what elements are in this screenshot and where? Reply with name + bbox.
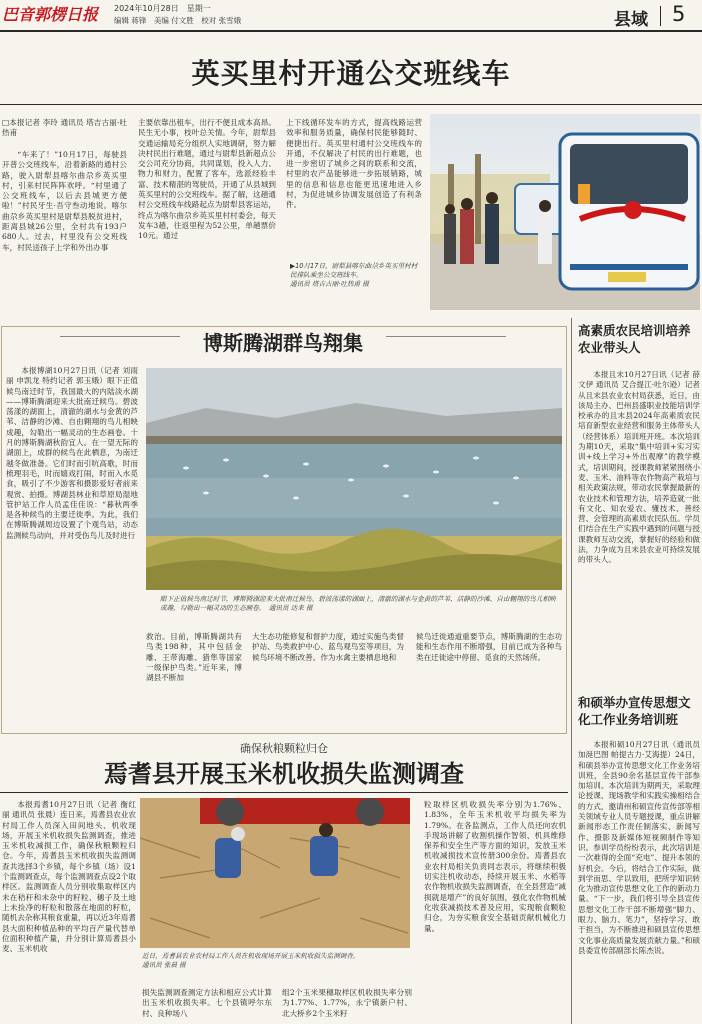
headline-birds: 博斯腾湖群鸟翔集: [203, 331, 363, 355]
article1-col3: 上下线循环发车的方式，提高线路运营效率和服务质量，确保村民能够随时、便捷出行。英买里村通村公交班线车的开通，不仅解决了村民的出行难题，也进一步密切了城乡之间的联系和交流，村里的农产品能够进一步拓展销路，城里的信息和信息也能更迅速地进入乡村，为促进城乡协调发展创造了有利条件。: [286, 118, 422, 210]
bus-photo: [430, 114, 700, 310]
article3-col3: 组2个玉米果穗取样区机收损失率分别为1.77%、1.77%，永宁镇新户村、北大桥乡2个玉米籽: [282, 988, 412, 1018]
article2-col4: 候鸟迁徙通道重要节点，博斯腾湖的生态功能和生态作用不断增强，目前已成为各种鸟类在迁徙途中停留、觅食的天然场所。: [416, 632, 562, 662]
corn-kicker: 确保秋粮颗粒归仓: [240, 742, 328, 755]
article1-byline: □本报记者 李玲 通讯员 塔吉古丽·吐热甫: [2, 118, 127, 138]
article3-col4: 粒取样区机收损失率分别为1.76%、1.83%，全年玉米机收平均损失率为1.79%。在各监测点，工作人员还向农机手现场讲解了收割机操作智领、机具维修保养和安全生产等方面的知识，发放玉米机收减损技术宣传册300余份。焉耆县农业农村局相关负责同志表示，将继续积极切实注机收动态，持续开展玉米、水稻等农作物机收损失监测调查，在全县营造“减损就是增产”的良好氛围，强化农作物机械化收获减损技术普及应用，实现粮食颗粒归仓，为夯实粮食安全基础贡献机械化力量。: [424, 800, 566, 933]
section-label: 县域: [614, 10, 648, 30]
sidebar-rule: [571, 318, 572, 1024]
article1-col1: “车来了！”10月17日，每驶县开普公交班线车，沿着新路的通村公路，驶入尉犁县喀尔曲尕乡英买里村，引来村民阵阵欢呼。“村里通了公交班线车，以后去县城更方便啦！”村民牙生·吾守叁动地说。喀尔曲尕乡英买里村是尉犁县脱贫进村，距离县城26公里，全村共有193户680人。过去，村里没有公交班线车，村民送孩子上学和外出办事: [2, 150, 127, 252]
lake-photo: [146, 368, 562, 590]
article2-caption: 眼下正值候鸟南迁时节，博斯腾湖迎来大批南迁候鸟。碧波荡漾的湖面上，清澈的湖水与金黄的芦苇、洁静的沙滩、自由翱翔的鸟儿相映成趣，勾勒出一幅灵动的生态画卷。 通讯员 达来 摄: [160, 595, 556, 612]
article3-col1: 本报焉耆10月27日讯（记者 衡红丽 通讯员 张晨）连日来，焉耆县农业农村局工作人员深入田间地头、机收现场，开展玉米机收损失监测调查，推进玉米机收减损工作，确保秋粮颗粒归仓。今年，焉耆县玉米机收损失监测调查共选择3个乡镇，每个乡镇（场）设1个监测调查点，每个监测调查点设2个取样区。监测调查人员分别收集取样区内未在秸秆和未杂中的籽粒、穗子及土地上未捡净的籽粒和散落在地面的籽粒，随机去杂称其粮食重量，再以近3年焉耆县大面积种植品种的平均百产量代替单位面积种植产量，并分别计算焉耆县小麦、玉米机收: [2, 800, 136, 954]
corn-headline-rule: [0, 792, 568, 793]
article2-body: 本报博湖10月27日讯（记者 刘雨丽 申凯龙 特约记者 郭玉娥）眼下正值候鸟南迁时节，我国最大的内陆淡水湖——博斯腾湖迎来大批南迁候鸟。碧波荡漾的湖面上，清澈的湖水与金黄的芦苇、洁静的沙滩、自由翱翔的鸟儿相映成趣，勾勒出一幅灵动的生态画卷。十月的博斯腾湖秋韵宜人。在一望无际的湖面上，成群的候鸟在此栖息，为南迁越冬做准备。它们时而引吭高歌，时而梳理羽毛，时而嬉戏打闹，时而入水觅食，吸引了不少游客和摄影爱好者前来观赏、拍摄。博湖县林业和草原局湿地管护站工作人员孟佳佳说：“暮秋两季是各种候鸟的主要迁徙季。为此，我们在博斯腾湖周边设置了个观鸟站，动态监测候鸟动向，并对受伤鸟儿及时进行: [6, 366, 138, 540]
header-rule: [0, 30, 702, 32]
article1-caption: ▶10月17日，尉犁县喀尔曲尕乡英买里村村民排队乘坐公交班线车。 通讯员 塔吉古丽·吐热甫 摄: [290, 262, 418, 288]
masthead: 巴音郭楞日报: [2, 5, 99, 24]
headline-bus: 英买里村开通公交班线车: [191, 57, 511, 90]
article2-col3: 大生态功能修复和督护力度，通过实施鸟类督护站、鸟类救护中心、蓝鸟观鸟室等项目，为候鸟环境不断改善。作为水禽主要栖息地和: [252, 632, 404, 662]
editors-line: 编辑 蒋锋 美编 付文胜 校对 张雪娥: [114, 16, 242, 25]
headline-farmer-training: 高素质农民培训培养农业带头人: [578, 323, 691, 355]
article3-col2: 损失监测调查测定方法和相应公式计算出玉米机收损失率。七个县镇呼尔东村、良种场八: [142, 988, 272, 1018]
article2-col2: 救治。目前，博斯腾湖共有鸟类198种，其中包括金雕、王带海雕、猎隼等国家一级保护鸟类。”近年来，博湖县不断加: [146, 632, 242, 683]
page-number: 5: [672, 2, 686, 26]
bird-headline-ornament-left: [60, 336, 180, 337]
sidebar1-body: 本报且末10月27日讯（记者 薛文伊 通讯员 艾合提江·吐尔逊）记者从且末县农业农村局获悉，近日，由该局主办、巴州县盛职业技能培训学校承办的且末县2024年高素质农民培育新型农业经营和服务主体带头人（经营体系）培训班开班。本次培训为期10天，采取“集中培训+实习实训+线上学习+外出观摩”的教学模式，培训期间，授课教师紧紧围绕小麦、玉米、油料等农作物高产栽培与相关政策法规，带动农民掌握最新的农业技术和管理方法，培养造就一批有文化、知农爱农、懂技术、善经营、会管理的高素质农民队伍。学员们结合在生产实践中遇到的问题与授课教师互动交流，掌握好的经验和做法，力争成为且末县农业可持续发展的带头人。: [578, 370, 700, 565]
headline-heshuo-training: 和硕举办宣传思想文化工作业务培训班: [578, 695, 691, 727]
sidebar2-body: 本报和硕10月27日讯（通讯员 加涎巴图 帕提古力·艾海提）24日，和硕县举办宣传思想文化工作业务培训班，全县90余名基层宣传干部参加培训。本次培训为期两天，采取理论授课、现场教学和实践实操相结合的方式，邀请州和硕宣传宣传部等相关领域专业人员专题授课，重点讲解新闻形态工作责任制落实、新闻写作、摄影及新媒体短视频制作等知识。参训学员纷纷表示，此次培训是一次难得的全面“充电”、提升本领的好机会。今后，将结合工作实际，做到学而思、学以致用，把所学知识转化为推动宣传思想文化工作的新动力量。“下一步，我们将引导全县宣传思想文化工作干部不断增强“脚力、眼力、脑力、笔力”，坚持学习、敢于担当，为不断推进和硕县宣传思想文化事业高质量发展贡献力量。”和硕县委宣传部副部长陈杰说。: [578, 740, 700, 955]
date-line: 2024年10月28日 星期一: [114, 4, 211, 13]
article3-caption: 近日，焉耆县农业农村局工作人员在机收现场开展玉米机收损失监测调查。 通讯员 张晨 摄: [142, 952, 360, 969]
article1-col2: 主要依靠出租车，出行不便且成本高昂。民生无小事，枝叶总关情。今年，尉犁县交通运输局充分组织人实地调研，努力解决村民出行难题，通过与尉犁县新超点公交公司充分协商，共同谋划，投入人力、物力和财力，配置了客车，选派经验丰富、技术精湛的驾驶员，开通了从县城到英买里村的公交班线车。据了解，这趟通村公交班线车线路起点为尉犁县客运站，终点为喀尔曲尕乡英买里村村委会，每天发车3趟，往返里程为52公里，单趟票价10元。通过: [138, 118, 276, 241]
header-separator: [660, 6, 661, 26]
headline-rule: [0, 104, 702, 105]
headline-corn: 焉耆县开展玉米机收损失监测调查: [104, 759, 464, 788]
bird-headline-ornament-right: [386, 336, 506, 337]
corn-photo: [140, 798, 410, 948]
